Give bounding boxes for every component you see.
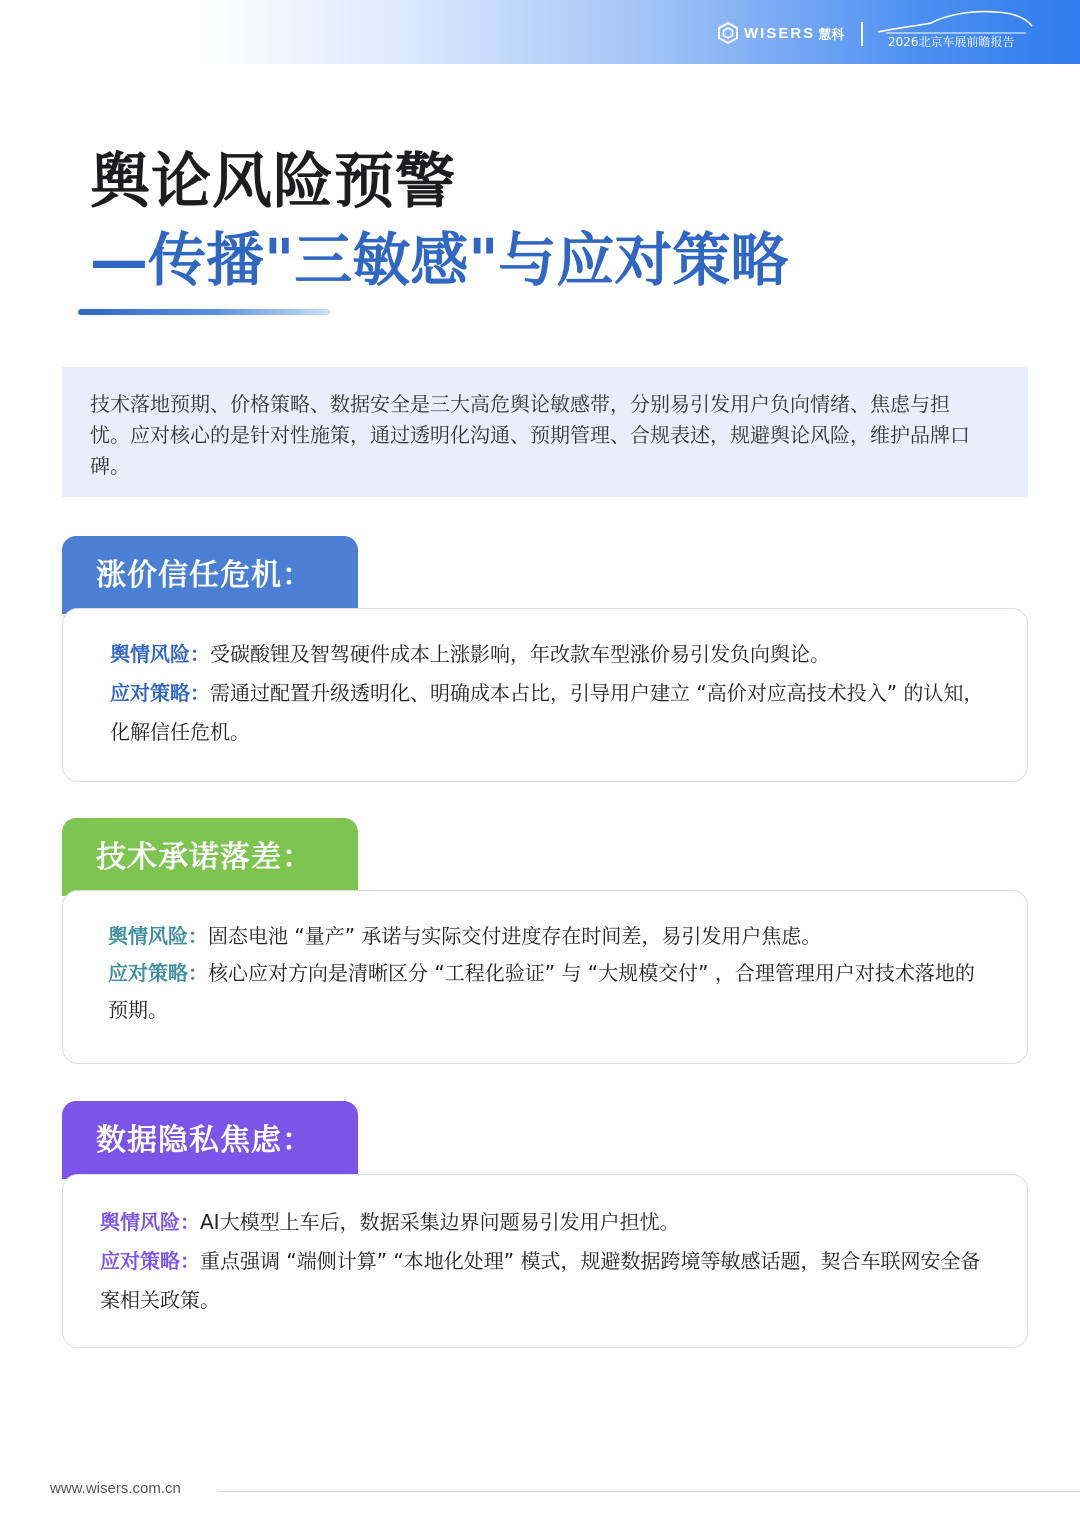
strategy-text: 重点强调 “端侧计算” “本地化处理” 模式，规避数据跨境等敏感话题，契合车联网安全备案相关政策。: [100, 1249, 981, 1312]
section-card-price: [62, 608, 1028, 782]
strategy-line: [110, 674, 987, 752]
title-underline: [78, 309, 330, 315]
section-tab-tech: 技术承诺落差：: [62, 818, 358, 896]
intro-summary: 技术落地预期、价格策略、数据安全是三大高危舆论敏感带，分别易引发用户负向情绪、焦虑与担忧。应对核心的是针对性施策，通过透明化沟通、预期管理、合规表述，规避舆论风险，维护品牌口碑。: [62, 367, 1028, 497]
brand-name-cn: 慧科: [818, 27, 845, 43]
section-card-tech: [62, 890, 1028, 1064]
footer-divider: [218, 1491, 1080, 1492]
risk-text: 固态电池 “量产” 承诺与实际交付进度存在时间差，易引发用户焦虑。: [208, 924, 822, 948]
strategy-label: 应对策略：: [110, 681, 210, 705]
risk-text: AI大模型上车后，数据采集边界问题易引发用户担忧。: [200, 1210, 680, 1234]
report-name: 2026北京车展前瞻报告: [888, 35, 1015, 49]
car-outline-icon: [876, 6, 1036, 36]
strategy-label: 应对策略：: [108, 961, 208, 985]
section-card-privacy: [62, 1174, 1028, 1348]
risk-line: [100, 1203, 987, 1242]
risk-label: 舆情风险：: [100, 1210, 200, 1234]
strategy-text: 核心应对方向是清晰区分 “工程化验证” 与 “大规模交付” ，合理管理用户对技术落地的预期。: [108, 961, 975, 1022]
strategy-line: [108, 955, 987, 1029]
brand-logo[interactable]: [716, 20, 844, 46]
section-tab-price: 涨价信任危机：: [62, 536, 358, 614]
risk-line: [110, 635, 987, 674]
page-subtitle: —传播"三敏感"与应对策略: [90, 226, 789, 294]
section-tab-privacy: 数据隐私焦虑：: [62, 1101, 358, 1179]
strategy-text: 需通过配置升级透明化、明确成本占比，引导用户建立 “高价对应高技术投入” 的认知，化解信任危机。: [110, 681, 984, 744]
page-title: 舆论风险预警: [90, 147, 456, 217]
strategy-line: [100, 1242, 987, 1320]
footer-url[interactable]: www.wisers.com.cn: [50, 1480, 181, 1497]
risk-label: 舆情风险：: [110, 642, 210, 666]
wisers-logo-icon: [716, 21, 740, 45]
risk-label: 舆情风险：: [108, 924, 208, 948]
risk-text: 受碳酸锂及智驾硬件成本上涨影响，年改款车型涨价易引发负向舆论。: [210, 642, 830, 666]
brand-name: WISERS: [744, 24, 816, 42]
brand-divider: [861, 22, 863, 46]
risk-line: [108, 918, 987, 955]
strategy-label: 应对策略：: [100, 1249, 200, 1273]
